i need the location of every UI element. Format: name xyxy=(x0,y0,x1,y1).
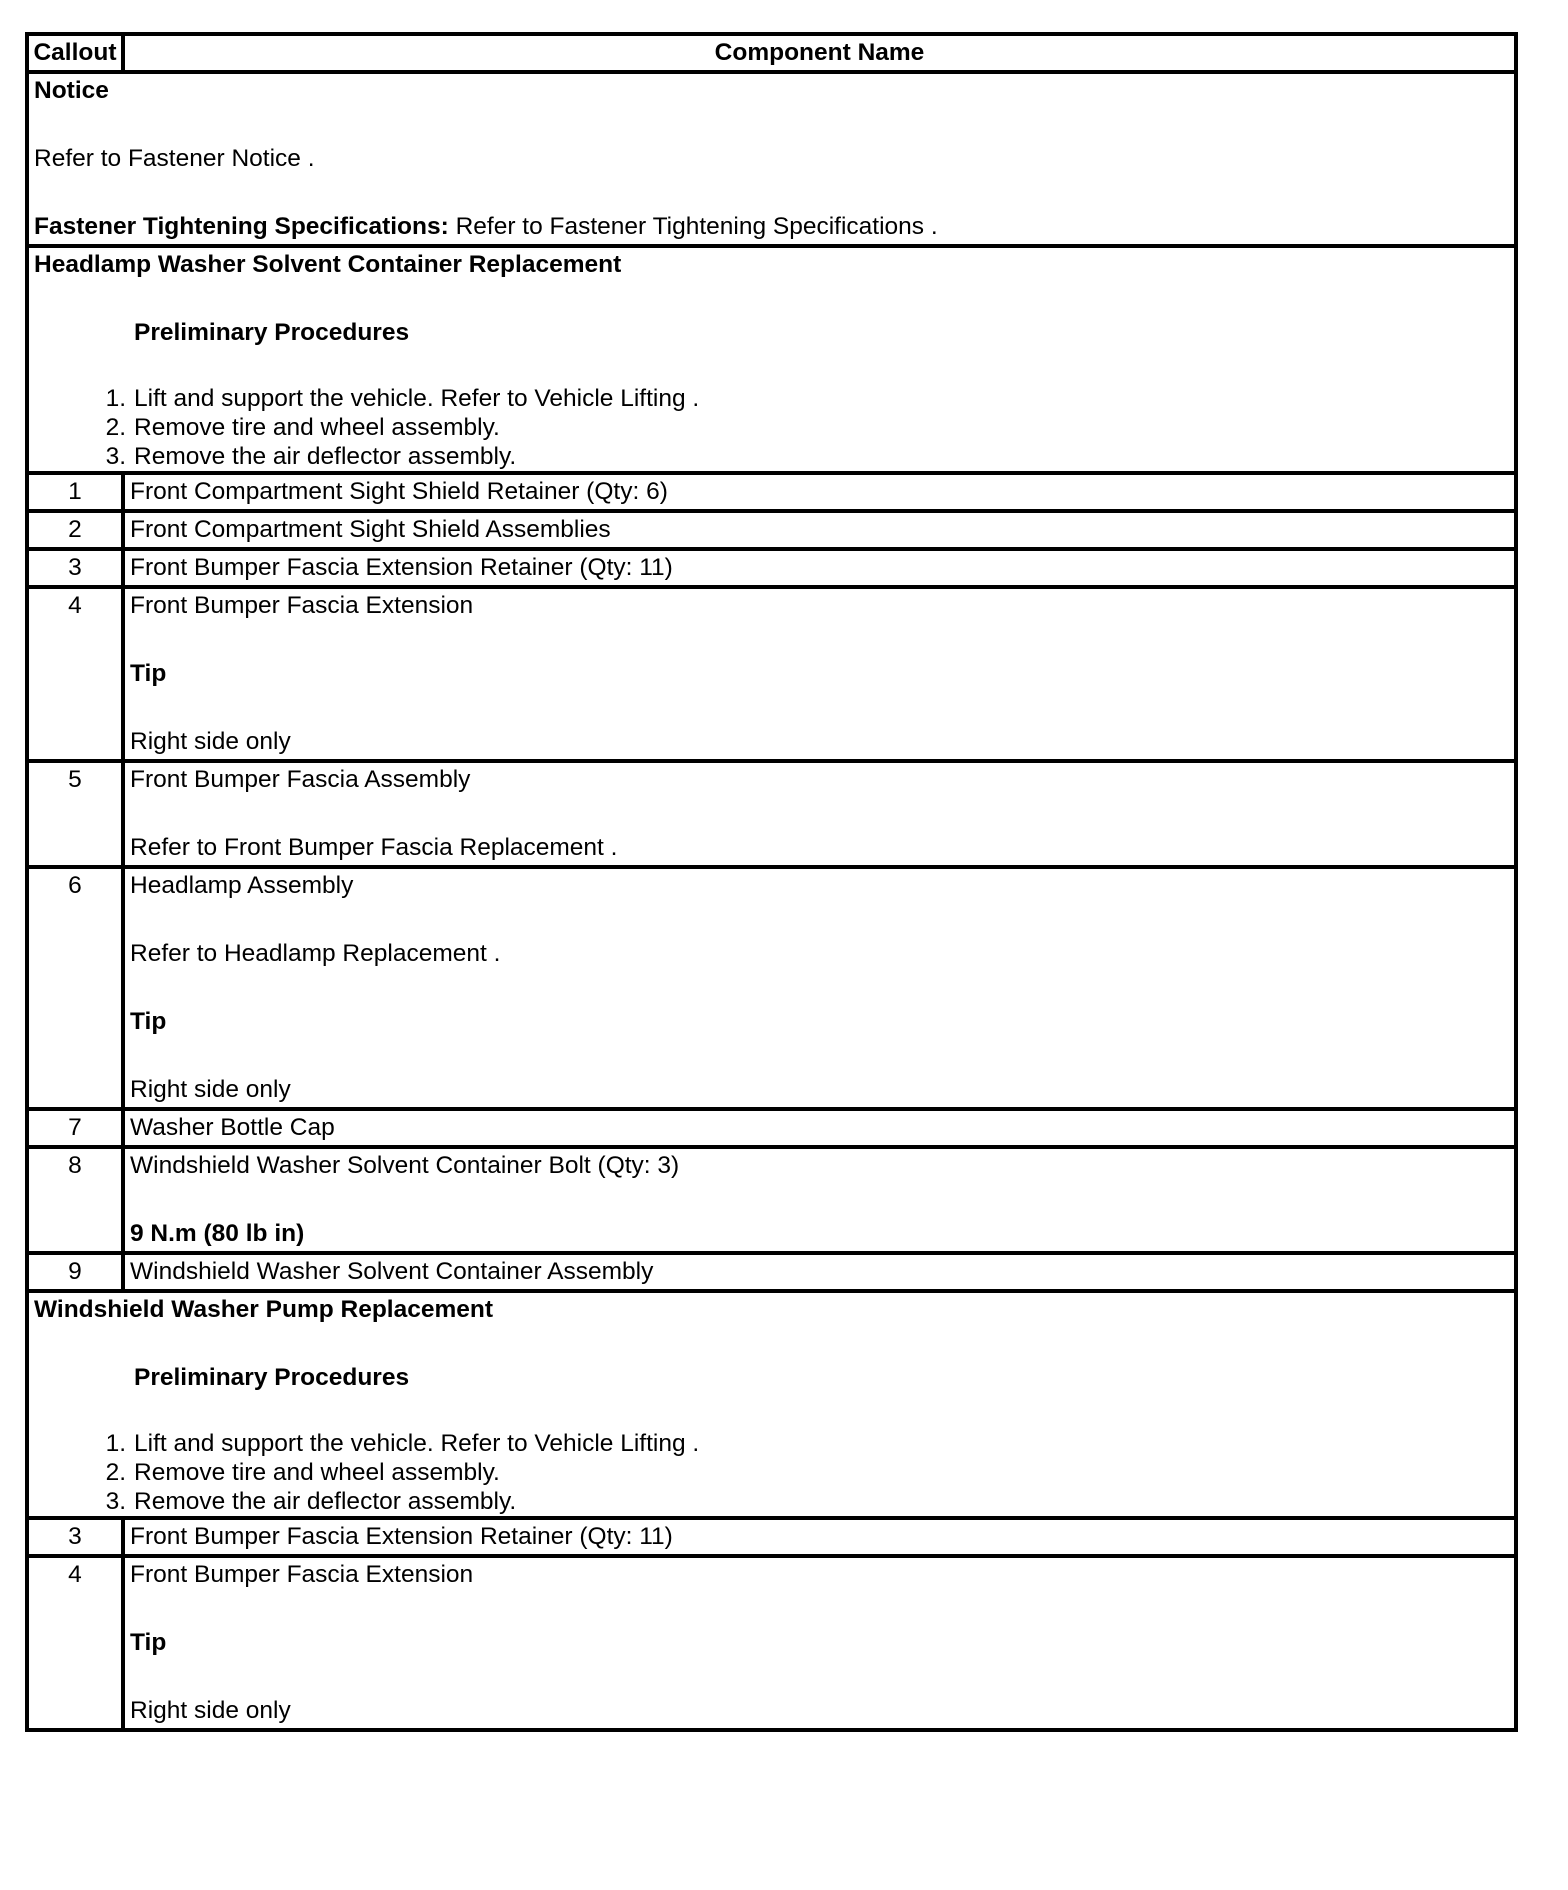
preliminary-steps xyxy=(34,384,1509,471)
notice-title: Notice xyxy=(34,77,109,104)
callout-header: Callout xyxy=(27,34,123,72)
table-row xyxy=(27,1109,1516,1147)
component-name: Front Compartment Sight Shield Assemblies xyxy=(123,511,1516,549)
component-cell xyxy=(123,1147,1516,1253)
step-item: 3. Remove the air deflector assembly. xyxy=(105,443,517,470)
component-name: Front Bumper Fascia Extension Retainer (Qty: 11) xyxy=(123,1518,1516,1556)
section-cell xyxy=(27,246,1516,473)
section-row xyxy=(27,1291,1516,1518)
table-row xyxy=(27,761,1516,867)
step-item: 2. Remove tire and wheel assembly. xyxy=(105,414,500,441)
torque-spec: 9 N.m (80 lb in) xyxy=(130,1220,305,1247)
component-cell xyxy=(123,1556,1516,1730)
table-row xyxy=(27,473,1516,511)
callout-number: 3 xyxy=(27,549,123,587)
table-row xyxy=(27,1253,1516,1291)
section-title: Headlamp Washer Solvent Container Replacement xyxy=(34,251,622,278)
fastener-spec xyxy=(34,210,1509,244)
callout-number: 1 xyxy=(27,473,123,511)
section-row xyxy=(27,246,1516,473)
callout-number: 4 xyxy=(27,1556,123,1730)
component-cell xyxy=(123,867,1516,1109)
callout-number: 7 xyxy=(27,1109,123,1147)
table-row xyxy=(27,511,1516,549)
component-name: Headlamp Assembly xyxy=(130,872,354,899)
table-row xyxy=(27,867,1516,1109)
notice-text: Refer to Fastener Notice . xyxy=(34,145,315,172)
table-row xyxy=(27,549,1516,587)
table-row xyxy=(27,587,1516,761)
tip-label: Tip xyxy=(130,660,167,687)
step-item: 2. Remove tire and wheel assembly. xyxy=(105,1459,500,1486)
step-item: 3. Remove the air deflector assembly. xyxy=(105,1488,517,1515)
step-item: 1. Lift and support the vehicle. Refer to Vehicle Lifting . xyxy=(105,1430,700,1457)
tip-text: Right side only xyxy=(130,1697,291,1724)
preliminary-steps xyxy=(34,1429,1509,1516)
callout-number: 8 xyxy=(27,1147,123,1253)
reference-text: Refer to Front Bumper Fascia Replacement . xyxy=(130,834,618,861)
fastener-spec-label: Fastener Tightening Specifications: xyxy=(34,213,449,240)
callout-number: 5 xyxy=(27,761,123,867)
component-name: Windshield Washer Solvent Container Assembly xyxy=(123,1253,1516,1291)
preliminary-title: Preliminary Procedures xyxy=(134,319,410,346)
component-name: Front Compartment Sight Shield Retainer (Qty: 6) xyxy=(123,473,1516,511)
step-item: 1. Lift and support the vehicle. Refer to Vehicle Lifting . xyxy=(105,385,700,412)
tip-text: Right side only xyxy=(130,728,291,755)
notice-cell xyxy=(27,72,1516,246)
callout-number: 3 xyxy=(27,1518,123,1556)
callout-number: 2 xyxy=(27,511,123,549)
tip-label: Tip xyxy=(130,1008,167,1035)
table-row xyxy=(27,1518,1516,1556)
header-row xyxy=(27,34,1516,72)
component-name: Front Bumper Fascia Extension Retainer (Qty: 11) xyxy=(123,549,1516,587)
tip-label: Tip xyxy=(130,1629,167,1656)
component-name: Washer Bottle Cap xyxy=(123,1109,1516,1147)
section-title: Windshield Washer Pump Replacement xyxy=(34,1296,494,1323)
component-cell xyxy=(123,587,1516,761)
table-row xyxy=(27,1556,1516,1730)
callout-number: 9 xyxy=(27,1253,123,1291)
table-row xyxy=(27,1147,1516,1253)
component-name: Windshield Washer Solvent Container Bolt (Qty: 3) xyxy=(130,1152,680,1179)
component-name: Front Bumper Fascia Extension xyxy=(130,592,474,619)
component-table xyxy=(25,32,1518,1732)
reference-text: Refer to Headlamp Replacement . xyxy=(130,940,501,967)
fastener-spec-text: Refer to Fastener Tightening Specifications . xyxy=(448,213,938,240)
callout-number: 4 xyxy=(27,587,123,761)
component-name: Front Bumper Fascia Assembly xyxy=(130,766,471,793)
component-cell xyxy=(123,761,1516,867)
component-name: Front Bumper Fascia Extension xyxy=(130,1561,474,1588)
preliminary-title: Preliminary Procedures xyxy=(134,1364,410,1391)
section-cell xyxy=(27,1291,1516,1518)
notice-row xyxy=(27,72,1516,246)
component-name-header: Component Name xyxy=(123,34,1516,72)
callout-number: 6 xyxy=(27,867,123,1109)
tip-text: Right side only xyxy=(130,1076,291,1103)
